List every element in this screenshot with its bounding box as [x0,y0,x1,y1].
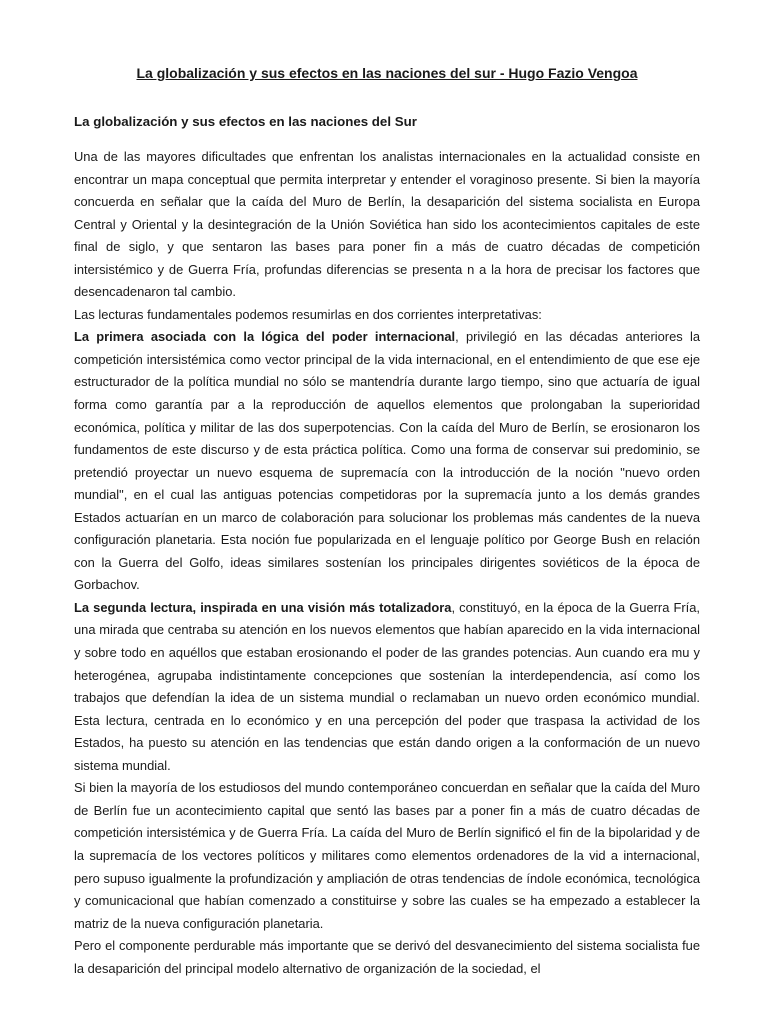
section-heading: La globalización y sus efectos en las naciones del Sur [74,114,417,129]
paragraph-text: , constituyó, en la época de la Guerra Fría, una mirada que centraba su atención en los nuevos elementos que habían aparecido en la vida internacional y sobre todo en aquéllos que estaban erosionando el poder de las grandes potencias. Aun cuando era mu y heterogénea, agrupaba indistintamente concepciones que sostenían la interdependencia, así como los trabajos que defendían la idea de un sistema mundial o reclamaban un nuevo orden económico mundial. Esta lectura, centrada en lo económico y en una percepción del poder que traspasa la actividad de los Estados, ha puesto su atención en las tendencias que están dando origen a la conformación de un nuevo sistema mundial. [74,599,700,773]
paragraph-first-reading [74,326,700,597]
document-title: La globalización y sus efectos en las naciones del sur - Hugo Fazio Vengoa [136,65,638,81]
paragraph-readings [74,304,700,327]
paragraph-text: Una de las mayores dificultades que enfrentan los analistas internacionales en la actualidad consiste en encontrar un mapa conceptual que permita interpretar y entender el voraginoso presente. Si bien la mayoría concuerda en señalar que la caída del Muro de Berlín, la desaparición del sistema socialista en Europa Central y Oriental y la desintegración de la Unión Soviética han sido los acontecimientos capitales de este final de siglo, y que sentaron las bases para poner fin a más de cuatro décadas de competición intersistémico y de Guerra Fría, profundas diferencias se presenta n a la hora de precisar los factores que desencadenaron tal cambio. [74,149,700,300]
paragraph-intro [74,146,700,304]
paragraph-lasting-component [74,935,700,980]
paragraph-text: Si bien la mayoría de los estudiosos del mundo contemporáneo concuerdan en señalar que la caída del Muro de Berlín fue un acontecimiento capital que sentó las bases par a poner fin a más de cuatro décadas de competición intersistémica y de Guerra Fría. La caída del Muro de Berlín significó el fin de la bipolaridad y de la supremacía de los vectores políticos y militares como elementos ordenadores de la vid a internacional, pero supuso igualmente la profundización y ampliación de otras tendencias de índole económica, tecnológica y comunicacional que habían comenzado a constituirse y sobre las cuales se ha empezado a establecer la matriz de la nueva configuración planetaria. [74,780,700,931]
paragraph-text: Pero el componente perdurable más importante que se derivó del desvanecimiento del sistema socialista fue la desaparición del principal modelo alternativo de organización de la sociedad, el [74,938,700,976]
document-body [74,146,700,980]
paragraph-second-reading [74,597,700,777]
document-page [74,64,700,980]
paragraph-text: Las lecturas fundamentales podemos resumirlas en dos corrientes interpretativas: [74,306,542,322]
paragraph-text: , privilegió en las décadas anteriores la competición intersistémica como vector principal de la vida internacional, en el entendimiento de que ese eje estructurador de la política mundial no sólo se mantendría durante largo tiempo, sino que actuaría de igual forma como garantía par a la reproducción de aquellos elementos que prolongaban la superioridad económica, política y militar de las dos superpotencias. Con la caída del Muro de Berlín, se erosionaron los fundamentos de este discurso y de esta práctica política. Como una forma de conservar sui predominio, se pretendió proyectar un nuevo esquema de supremacía con la introducción de la noción "nuevo orden mundial", en el cual las antiguas potencias competidoras por la supremacía junto a los demás grandes Estados actuarían en un marco de colaboración para solucionar los problemas más candentes de la nueva configuración planetaria. Esta noción fue popularizada en el lenguaje político por George Bush en relación con la Guerra del Golfo, ideas similares sostenían los principales dirigentes soviéticos de la época de Gorbachov. [74,329,700,593]
paragraph-lead: La segunda lectura, inspirada en una visión más totalizadora [74,599,452,615]
paragraph-lead: La primera asociada con la lógica del poder internacional [74,329,456,345]
paragraph-berlin-wall [74,777,700,935]
